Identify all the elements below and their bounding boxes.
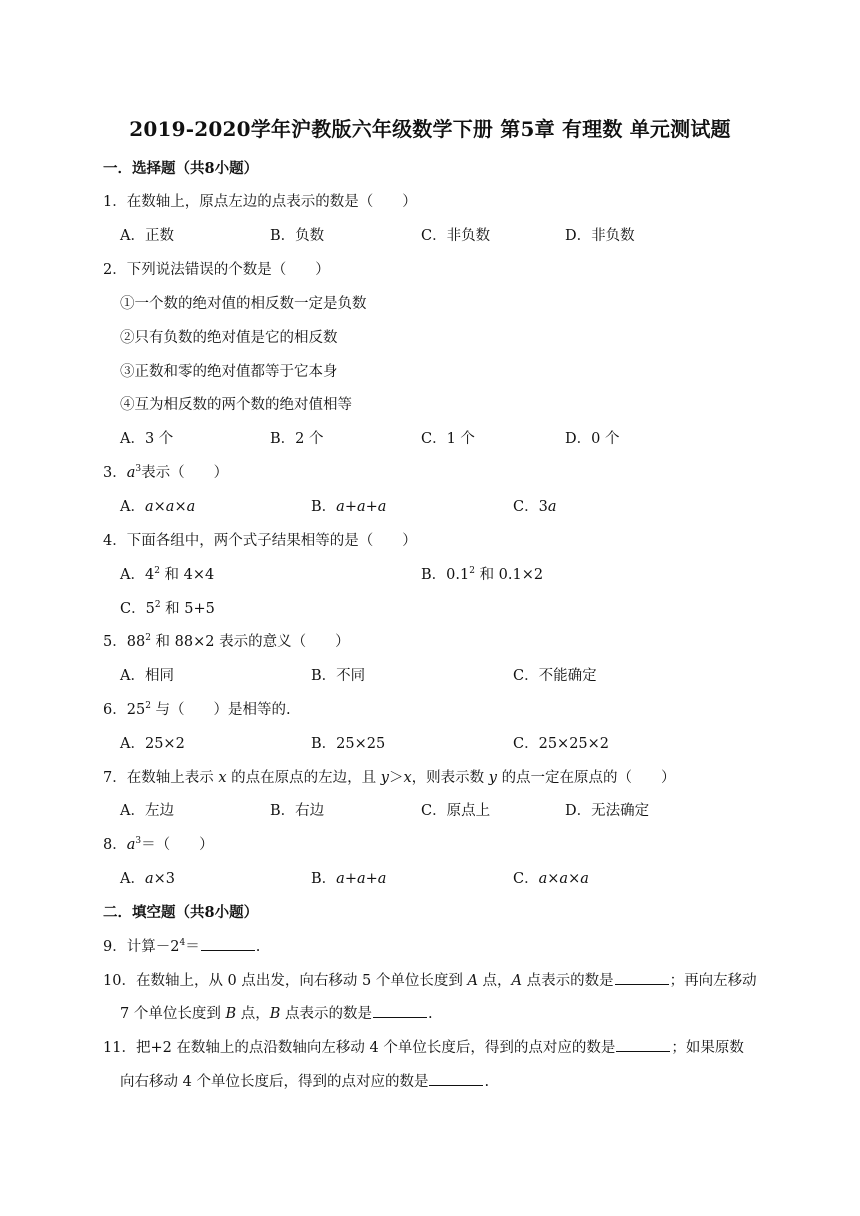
- q3-text: 表示（ ）: [141, 465, 229, 481]
- q1-option-a: A．正数: [120, 228, 174, 244]
- question-2: 2．下列说法错误的个数是（ ）: [103, 262, 330, 278]
- section-fill-heading: 二．填空题（共8小题）: [103, 904, 259, 921]
- q4-option-c: C．$5^2$ 和 5+5: [120, 600, 215, 617]
- q5-option-b: B．不同: [311, 668, 366, 684]
- q2-statement-1: ①一个数的绝对值的相反数一定是负数: [120, 296, 367, 312]
- answer-blank[interactable]: [429, 1071, 483, 1086]
- q2-option-a: A．3 个: [120, 431, 174, 447]
- question-11-line-1: 11．把+2 在数轴上的点沿数轴向左移动 4 个单位长度后，得到的点对应的数是 ；如果原数: [103, 1036, 744, 1057]
- q2-option-c: C．1 个: [421, 431, 475, 447]
- q1-option-b: B．负数: [270, 228, 325, 244]
- q7-option-d: D．无法确定: [565, 803, 650, 819]
- q6-option-c: C．25×25×2: [513, 736, 610, 752]
- question-10-line-2: 7 个单位长度到 B 点，B 点表示的数是 .: [120, 1002, 433, 1023]
- question-1: 1．在数轴上，原点左边的点表示的数是（ ）: [103, 194, 417, 210]
- q3-option-c: C．3a: [513, 499, 557, 515]
- question-8: 8．$a^3=$（ ）: [103, 836, 214, 853]
- q8-option-c: C．a×a×a: [513, 871, 589, 887]
- q2-option-d: D．0 个: [565, 431, 620, 447]
- answer-blank[interactable]: [201, 936, 255, 951]
- question-4: 4．下面各组中，两个式子结果相等的是（ ）: [103, 533, 417, 549]
- q4-option-b: B．$0.1^2$ 和 0.1×2: [421, 566, 544, 583]
- answer-blank[interactable]: [373, 1003, 427, 1018]
- q3-number: 3．: [103, 465, 127, 481]
- q3-exponent: 3: [135, 464, 142, 474]
- q3-option-a: A．a×a×a: [120, 499, 196, 515]
- q2-statement-2: ②只有负数的绝对值是它的相反数: [120, 330, 338, 346]
- q5-option-c: C．不能确定: [513, 668, 597, 684]
- q1-option-c: C．非负数: [421, 228, 491, 244]
- q7-option-c: C．原点上: [421, 803, 491, 819]
- q2-statement-3: ③正数和零的绝对值都等于它本身: [120, 364, 338, 380]
- q6-option-a: A．25×2: [120, 736, 185, 752]
- q2-option-b: B．2 个: [270, 431, 324, 447]
- question-11-line-2: 向右移动 4 个单位长度后，得到的点对应的数是 .: [120, 1070, 489, 1091]
- q7-option-b: B．右边: [270, 803, 325, 819]
- q7-option-a: A．左边: [120, 803, 174, 819]
- q5-option-a: A．相同: [120, 668, 174, 684]
- question-10-line-1: 10．在数轴上，从 0 点出发，向右移动 5 个单位长度到 A 点，A 点表示的数是 ；再向左移动: [103, 969, 757, 990]
- question-6: 6．$25^2$ 与（ ）是相等的.: [103, 701, 291, 718]
- question-9: 9．计算$-2^4=$ .: [103, 938, 261, 955]
- page-title: 2019-2020学年沪教版六年级数学下册 第5章 有理数 单元测试题: [129, 117, 731, 141]
- q2-statement-4: ④互为相反数的两个数的绝对值相等: [120, 397, 352, 413]
- q4-option-a: A．$4^2$ 和 4×4: [120, 566, 215, 583]
- q3-option-b: B．a+a+a: [311, 499, 387, 515]
- answer-blank[interactable]: [616, 1037, 670, 1052]
- section-choice-heading: 一．选择题（共8小题）: [103, 160, 259, 177]
- q1-option-d: D．非负数: [565, 228, 635, 244]
- question-5: 5．$88^2$ 和 88×2 表示的意义（ ）: [103, 633, 350, 650]
- answer-blank[interactable]: [615, 970, 669, 985]
- q8-option-b: B．a+a+a: [311, 871, 387, 887]
- q8-option-a: A．a×3: [120, 871, 176, 887]
- question-7: 7．在数轴上表示 x 的点在原点的左边，且 y＞x，则表示数 y 的点一定在原点的（ ）: [103, 770, 676, 786]
- q6-option-b: B．25×25: [311, 736, 386, 752]
- question-3: 3．$a^3$表示（ ）: [103, 464, 229, 481]
